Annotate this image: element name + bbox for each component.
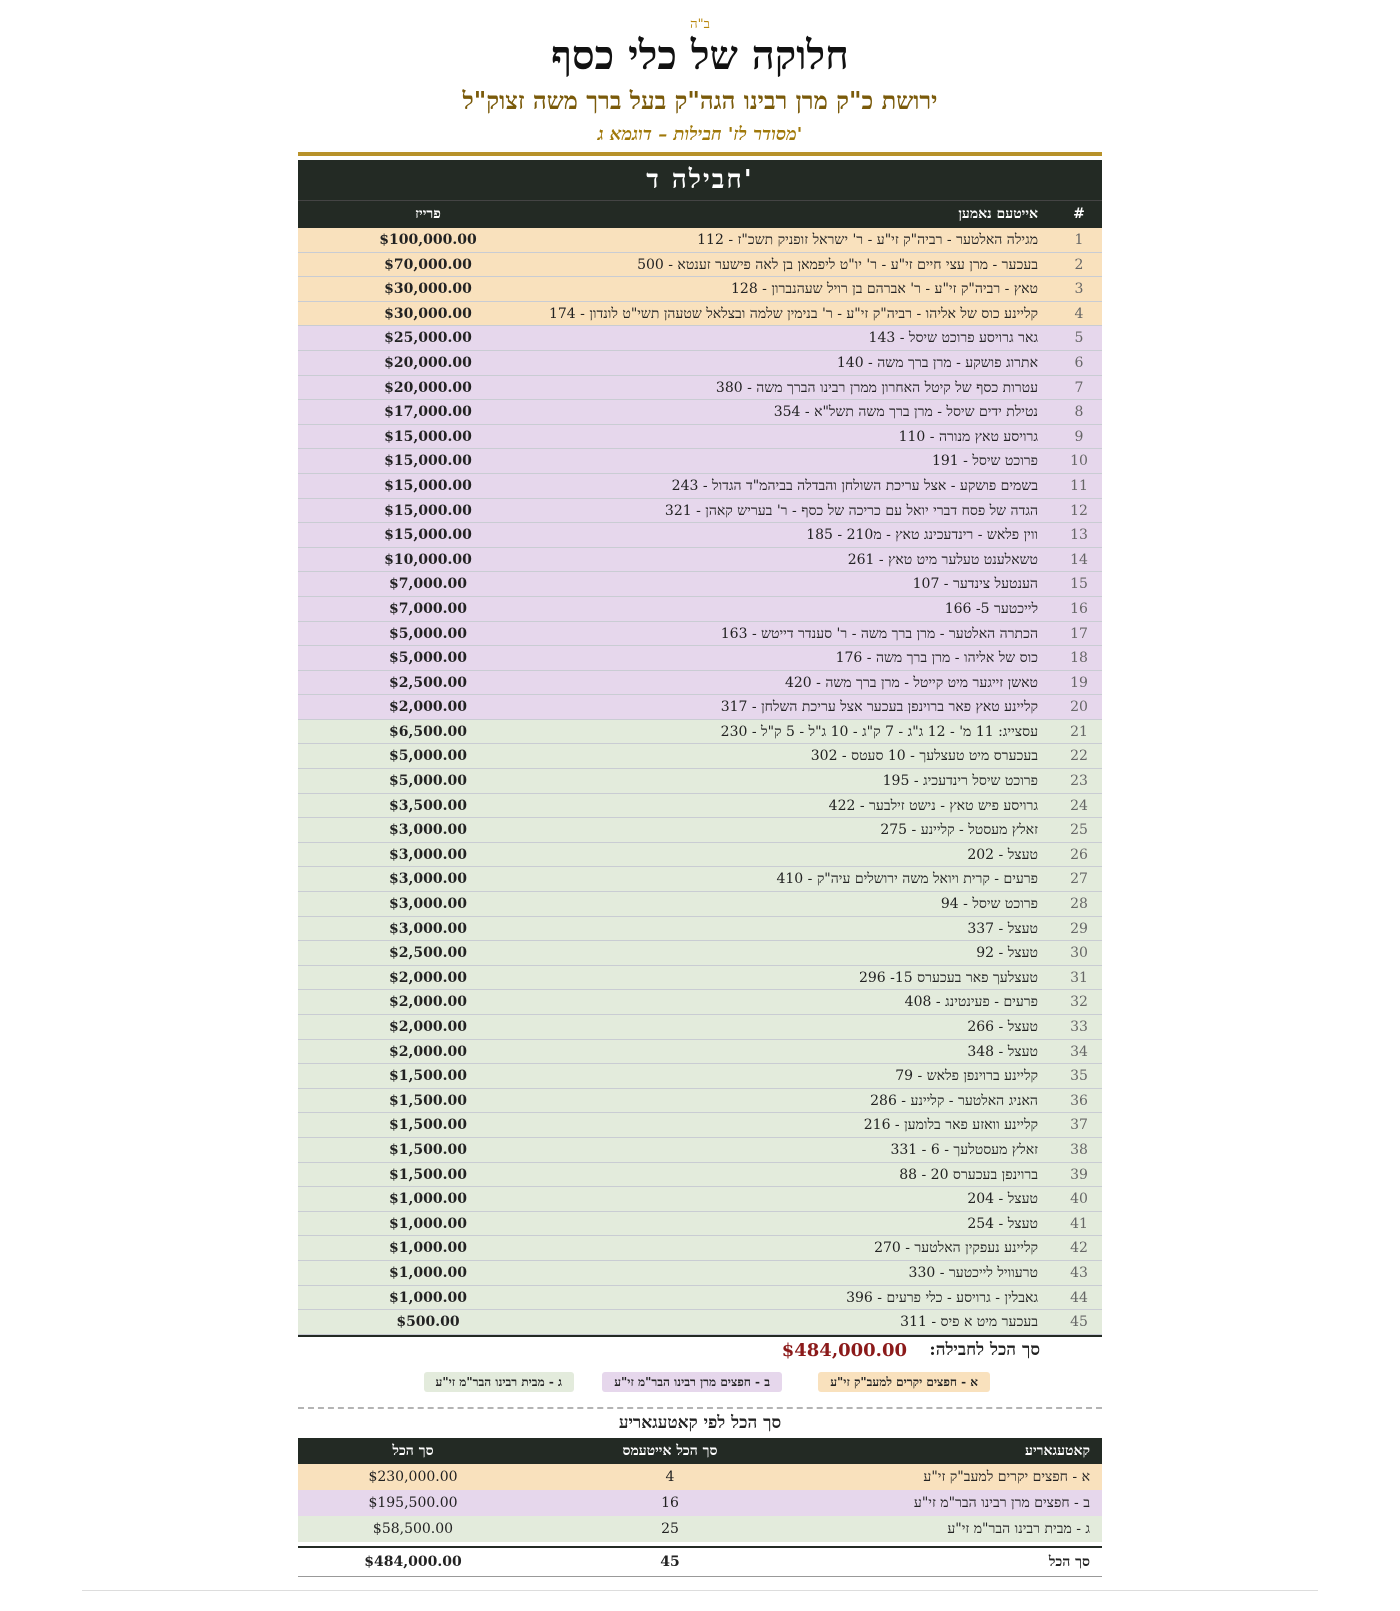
item-name: לייכטער 5- 166	[944, 600, 1038, 617]
summary-total-value: $484,000.00	[364, 1554, 462, 1570]
summary-header-row	[298, 1438, 1102, 1464]
item-name: גאבלין - גרויסע - כלי פרעים - 396	[846, 1289, 1038, 1306]
item-name: טעצל - 254	[967, 1215, 1038, 1232]
table-row	[298, 720, 1102, 745]
summary-row	[298, 1490, 1102, 1516]
row-number: 11	[1070, 477, 1088, 494]
item-price: $1,000.00	[389, 1215, 467, 1232]
row-number: 37	[1070, 1117, 1088, 1134]
col-name-header: אייטעם נאמען	[958, 206, 1038, 222]
row-number: 1	[1074, 232, 1084, 248]
table-bottom-rule	[298, 1335, 1102, 1337]
item-price: $70,000.00	[384, 256, 472, 273]
item-name: אתרוג פושקע - מרן ברך משה - 140	[836, 354, 1038, 371]
item-name: טעצל - 266	[967, 1019, 1038, 1035]
row-number: 19	[1070, 674, 1088, 691]
row-number: 27	[1070, 871, 1088, 888]
item-name: נטילת ידים שיסל - מרן ברך משה תשל"א - 354	[773, 404, 1038, 421]
summary-row	[298, 1464, 1102, 1490]
table-header-row	[298, 200, 1102, 228]
summary-total-label: סך הכל	[1048, 1554, 1090, 1570]
table-row	[298, 449, 1102, 474]
item-name: זאלץ מעסטלעך - 6 - 331	[890, 1141, 1038, 1158]
row-number: 12	[1070, 502, 1088, 519]
summary-col-count: סך הכל אייטעמס	[622, 1443, 718, 1459]
summary-count: 16	[661, 1495, 679, 1511]
bh-mark: ב"ה	[690, 17, 710, 32]
summary-total-count: 45	[660, 1554, 680, 1570]
item-price: $2,500.00	[389, 945, 467, 962]
item-price: $1,000.00	[389, 1240, 467, 1257]
item-price: $15,000.00	[384, 453, 472, 470]
item-price: $6,500.00	[389, 723, 467, 740]
table-row	[298, 867, 1102, 892]
summary-total: $58,500.00	[372, 1521, 454, 1537]
item-price: $15,000.00	[384, 502, 472, 519]
item-price: $15,000.00	[384, 477, 472, 494]
item-name: פרעים - פעינטינג - 408	[904, 994, 1038, 1011]
table-row	[298, 646, 1102, 671]
item-name: טעצל - 92	[976, 945, 1038, 962]
table-row	[298, 253, 1102, 278]
item-name: פרוכט שיסל - 94	[940, 896, 1038, 913]
item-price: $1,500.00	[389, 1068, 467, 1085]
item-name: טעצל - 337	[967, 920, 1038, 937]
row-number: 13	[1070, 527, 1088, 544]
item-price: $5,000.00	[389, 650, 467, 667]
item-name: ווין פלאש - רינדעכינג טאץ - מ210 - 185	[806, 527, 1038, 544]
table-row	[298, 1064, 1102, 1089]
item-price: $500.00	[396, 1314, 460, 1331]
row-number: 26	[1070, 846, 1088, 863]
row-number: 15	[1070, 576, 1088, 593]
row-number: 40	[1070, 1191, 1088, 1208]
row-number: 41	[1070, 1215, 1088, 1232]
item-name: טאץ - רביה"ק זי"ע - ר' אברהם בן רויל שעהנברון - 128	[731, 281, 1038, 298]
item-name: גרויסע פיש טאץ - נישט זילבער - 422	[828, 797, 1038, 814]
row-number: 23	[1070, 773, 1088, 790]
summary-total: $195,500.00	[368, 1495, 458, 1511]
table-row	[298, 917, 1102, 942]
item-price: $3,000.00	[389, 846, 467, 863]
row-number: 36	[1070, 1092, 1088, 1109]
table-row	[298, 1286, 1102, 1311]
summary-total: $230,000.00	[368, 1469, 458, 1485]
item-price: $15,000.00	[384, 527, 472, 544]
item-price: $1,000.00	[389, 1289, 467, 1306]
item-name: בעכערס מיט טעצלעך - 10 סעטס - 302	[810, 748, 1038, 765]
summary-table	[298, 1438, 1102, 1577]
item-name: גרויסע טאץ מנורה - 110	[898, 428, 1038, 445]
table-row	[298, 1187, 1102, 1212]
table-row	[298, 1113, 1102, 1138]
row-number: 30	[1070, 945, 1088, 962]
table-row	[298, 326, 1102, 351]
legend-item-a: א - חפצים יקרים למעב"ק זי"ע	[818, 1372, 990, 1392]
item-price: $1,500.00	[389, 1092, 467, 1109]
item-name: בשמים פושקע - אצל עריכת השולחן והבדלה בביהמ"ד הגדול - 243	[671, 477, 1038, 494]
table-row	[298, 597, 1102, 622]
item-price: $7,000.00	[389, 600, 467, 617]
item-name: הענטעל צינדער - 107	[912, 576, 1038, 593]
item-price: $2,000.00	[389, 699, 467, 716]
item-price: $15,000.00	[384, 428, 472, 445]
item-price: $3,000.00	[389, 896, 467, 913]
table-row	[298, 818, 1102, 843]
category-legend	[298, 1372, 1102, 1394]
table-row	[298, 1261, 1102, 1286]
table-row	[298, 941, 1102, 966]
item-price: $30,000.00	[384, 281, 472, 298]
row-number: 44	[1070, 1289, 1088, 1306]
item-price: $1,500.00	[389, 1141, 467, 1158]
table-row	[298, 843, 1102, 868]
row-number: 10	[1070, 453, 1088, 470]
item-name: טעצל - 348	[967, 1043, 1038, 1060]
summary-col-total: סך הכל	[392, 1443, 434, 1459]
item-price: $5,000.00	[389, 748, 467, 765]
row-number: 39	[1070, 1166, 1088, 1183]
item-price: $20,000.00	[384, 379, 472, 396]
table-row	[298, 1310, 1102, 1335]
page-title: חלוקה של כלי כסף	[551, 32, 849, 79]
summary-total-row	[298, 1546, 1102, 1577]
item-price: $25,000.00	[384, 330, 472, 347]
row-number: 45	[1070, 1314, 1088, 1331]
package-total-value: $484,000.00	[781, 1340, 907, 1361]
summary-category: ג - מבית רבינו הבר"מ זי"ע	[947, 1521, 1090, 1537]
table-band-title: חבילה ד'	[298, 160, 1102, 200]
item-name: טשאלענט טעלער מיט טאץ - 261	[847, 551, 1038, 568]
table-row	[298, 1138, 1102, 1163]
gold-divider	[298, 152, 1102, 156]
summary-row	[298, 1516, 1102, 1542]
row-number: 42	[1070, 1240, 1088, 1257]
table-row	[298, 966, 1102, 991]
row-number: 14	[1070, 551, 1088, 568]
item-name: הכתרה האלטער - מרן ברך משה - ר' סענדר דייטש - 163	[720, 625, 1038, 642]
summary-title: סך הכל לפי קאטעגאריע	[618, 1413, 782, 1433]
item-price: $5,000.00	[389, 773, 467, 790]
item-name: כוס של אליהו - מרן ברך משה - 176	[835, 650, 1038, 667]
row-number: 38	[1070, 1141, 1088, 1158]
summary-body	[298, 1464, 1102, 1542]
item-name: קליינע נעפקין האלטער - 270	[874, 1240, 1038, 1257]
row-number: 4	[1074, 305, 1084, 322]
item-price: $20,000.00	[384, 354, 472, 371]
col-price-header: פרייז	[415, 206, 441, 222]
row-number: 31	[1070, 969, 1088, 986]
package-total-label: סך הכל לחבילה:	[929, 1340, 1040, 1360]
item-name: מגילה האלטער - רביה"ק זי"ע - ר' ישראל זופניק תשכ"ז - 112	[697, 232, 1038, 248]
item-name: טאשן זייגער מיט קייטל - מרן ברך משה - 420	[784, 674, 1038, 691]
table-row	[298, 277, 1102, 302]
table-row	[298, 1212, 1102, 1237]
item-name: ברוינפן בעכערס 20 - 88	[899, 1166, 1038, 1183]
item-price: $1,500.00	[389, 1166, 467, 1183]
row-number: 29	[1070, 920, 1088, 937]
table-row	[298, 400, 1102, 425]
row-number: 7	[1074, 379, 1084, 396]
col-num-header: #	[1073, 206, 1085, 222]
row-number: 8	[1074, 404, 1084, 421]
table-row	[298, 228, 1102, 253]
item-name: קליינע ברוינפן פלאש - 79	[895, 1068, 1038, 1085]
dashed-divider	[298, 1407, 1102, 1409]
row-number: 35	[1070, 1068, 1088, 1085]
item-price: $3,000.00	[389, 920, 467, 937]
item-name: עסצייג: 11 מ' - 12 ג"ג - 7 ק"ג - 10 ג"ל - 5 ק"ל - 230	[720, 723, 1038, 740]
summary-count: 4	[665, 1469, 675, 1485]
item-price: $1,000.00	[389, 1191, 467, 1208]
row-number: 20	[1070, 699, 1088, 716]
table-row	[298, 376, 1102, 401]
item-price: $2,000.00	[389, 994, 467, 1011]
item-name: טעצל - 202	[967, 846, 1038, 863]
item-name: גאר גרויסע פרוכט שיסל - 143	[868, 330, 1038, 347]
item-name: פרוכט שיסל - 191	[931, 453, 1038, 470]
table-row	[298, 425, 1102, 450]
table-row	[298, 572, 1102, 597]
row-number: 18	[1070, 650, 1088, 667]
legend-item-b: ב - חפצים מרן רבינו הבר"מ זי"ע	[602, 1372, 782, 1392]
page-subsubtitle: מסודר לז' חבילות – דוגמא ג'	[597, 124, 803, 145]
item-name: הגדה של פסח דברי יואל עם כריכה של כסף - ר' בעריש קאהן - 321	[664, 502, 1038, 519]
row-number: 34	[1070, 1043, 1088, 1060]
table-row	[298, 1040, 1102, 1065]
item-name: טעצל - 204	[967, 1191, 1038, 1208]
table-row	[298, 892, 1102, 917]
item-name: זאלץ מעסטל - קליינע - 275	[880, 822, 1038, 839]
row-number: 25	[1070, 822, 1088, 839]
row-number: 16	[1070, 600, 1088, 617]
summary-count: 25	[661, 1521, 679, 1537]
table-row	[298, 744, 1102, 769]
table-row	[298, 548, 1102, 573]
item-name: בעכער - מרן עצי חיים זי"ע - ר' יו"ט ליפמאן בן לאה פישער זענטא - 500	[637, 256, 1038, 273]
item-name: בעכער מיט א פיס - 311	[900, 1314, 1038, 1331]
item-price: $100,000.00	[379, 232, 477, 248]
table-row	[298, 351, 1102, 376]
row-number: 22	[1070, 748, 1088, 765]
row-number: 32	[1070, 994, 1088, 1011]
table-row	[298, 990, 1102, 1015]
item-price: $10,000.00	[384, 551, 472, 568]
table-row	[298, 474, 1102, 499]
page-footer-rule	[82, 1590, 1318, 1591]
row-number: 17	[1070, 625, 1088, 642]
row-number: 43	[1070, 1264, 1088, 1281]
item-price: $2,500.00	[389, 674, 467, 691]
row-number: 24	[1070, 797, 1088, 814]
table-body	[298, 228, 1102, 1335]
row-number: 3	[1074, 281, 1084, 298]
legend-item-c: ג - מבית רבינו הבר"מ זי"ע	[424, 1372, 574, 1392]
summary-category: ב - חפצים מרן רבינו הבר"מ זי"ע	[913, 1495, 1090, 1511]
table-row	[298, 1236, 1102, 1261]
summary-col-category: קאטעגאריע	[1025, 1443, 1090, 1459]
table-row	[298, 769, 1102, 794]
row-number: 28	[1070, 896, 1088, 913]
row-number: 2	[1074, 256, 1084, 273]
item-name: פרעים - קרית ויואל משה ירושלים עיה"ק - 410	[776, 871, 1038, 888]
table-row	[298, 1089, 1102, 1114]
summary-category: א - חפצים יקרים למעב"ק זי"ע	[923, 1469, 1090, 1485]
table-row	[298, 622, 1102, 647]
row-number: 9	[1074, 428, 1084, 445]
item-price: $2,000.00	[389, 1019, 467, 1035]
item-name: טעצלעך פאר בעכערס 15- 296	[858, 969, 1038, 986]
item-price: $3,000.00	[389, 871, 467, 888]
item-price: $3,000.00	[389, 822, 467, 839]
item-name: קליינע טאץ פאר ברוינפן בעכער אצל עריכת השלחן - 317	[720, 699, 1038, 716]
table-row	[298, 499, 1102, 524]
table-row	[298, 1015, 1102, 1040]
table-row	[298, 302, 1102, 327]
item-price: $3,500.00	[389, 797, 467, 814]
table-row	[298, 695, 1102, 720]
items-table	[298, 160, 1102, 1337]
item-name: עטרות כסף של קיטל האחרון ממרן רבינו הברך משה - 380	[715, 379, 1038, 396]
item-price: $1,500.00	[389, 1117, 467, 1134]
item-price: $1,000.00	[389, 1264, 467, 1281]
item-name: האניג האלטער - קליינע - 286	[870, 1092, 1038, 1109]
table-row	[298, 671, 1102, 696]
item-price: $2,000.00	[389, 969, 467, 986]
item-price: $2,000.00	[389, 1043, 467, 1060]
table-row	[298, 1163, 1102, 1188]
item-name: פרוכט שיסל רינדעכיג - 195	[882, 773, 1038, 790]
row-number: 21	[1070, 723, 1088, 740]
page-subtitle: ירושת כ"ק מרן רבינו הגה"ק בעל ברך משה זצוק"ל	[462, 86, 938, 115]
table-row	[298, 794, 1102, 819]
row-number: 5	[1074, 330, 1084, 347]
item-name: קליינע וואזע פאר בלומען - 216	[863, 1117, 1038, 1134]
row-number: 6	[1074, 354, 1084, 371]
table-row	[298, 523, 1102, 548]
item-price: $17,000.00	[384, 404, 472, 421]
item-name: קליינע כוס של אליהו - רביה"ק זי"ע - ר' בנימין שלמה ובצלאל שטעהן תשי"ט לונדון - 174	[548, 305, 1038, 322]
item-name: טרעוויל לייכטער - 330	[908, 1264, 1038, 1281]
item-price: $30,000.00	[384, 305, 472, 322]
item-price: $5,000.00	[389, 625, 467, 642]
item-price: $7,000.00	[389, 576, 467, 593]
row-number: 33	[1070, 1019, 1088, 1035]
